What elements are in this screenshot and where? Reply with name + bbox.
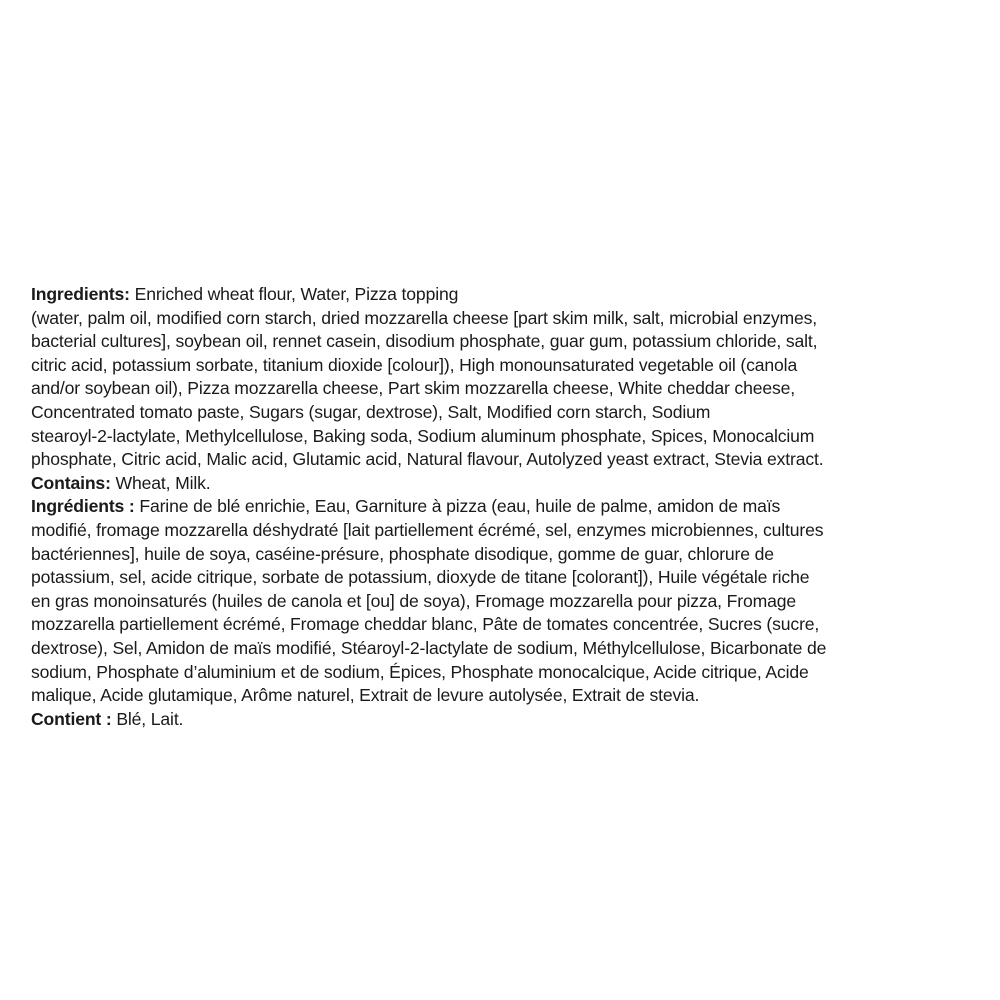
french-ingredients-line-6: mozzarella partiellement écrémé, Fromage cheddar blanc, Pâte de tomates concentrée, Sucres (sucre, [31, 614, 820, 635]
ingredient-label [31, 283, 976, 731]
french-contains-heading: Contient : [31, 708, 112, 729]
english-ingredients-line-5: and/or soybean oil), Pizza mozzarella cheese, Part skim mozzarella cheese, White cheddar cheese, [31, 378, 796, 399]
french-ingredients-line-9: malique, Acide glutamique, Arôme naturel, Extrait de levure autolysée, Extrait de stevia. [31, 685, 700, 706]
english-ingredients-heading: Ingredients: [31, 284, 130, 304]
english-ingredients-text: Enriched wheat flour, Water, Pizza topping [129, 284, 459, 304]
french-ingredients-line-7: dextrose), Sel, Amidon de maïs modifié, Stéaroyl-2-lactylate de sodium, Méthylcellulose, Bicarbonate de [31, 637, 827, 658]
english-contains-section [31, 472, 976, 496]
french-ingredients-section [31, 495, 976, 707]
french-ingredients-line-5: en gras monoinsaturés (huiles de canola et [ou] de soya), Fromage mozzarella pour pizza, Fromage [31, 590, 797, 611]
french-ingredients-line-1 [31, 495, 976, 519]
english-ingredients-section [31, 283, 976, 472]
french-ingredients-line-3: bactériennes], huile de soya, caséine-présure, phosphate disodique, gomme de guar, chlorure de [31, 543, 774, 564]
french-ingredients-line-4: potassium, sel, acide citrique, sorbate de potassium, dioxyde de titane [colorant]), Huile végétale riche [31, 567, 810, 588]
french-ingredients-line-8: sodium, Phosphate d’aluminium et de sodium, Épices, Phosphate monocalcique, Acide citrique, Acide [31, 661, 809, 682]
english-ingredients-line-2: (water, palm oil, modified corn starch, dried mozzarella cheese [part skim milk, salt, microbial enzymes, [31, 307, 818, 328]
english-ingredients-line-3: bacterial cultures], soybean oil, rennet casein, disodium phosphate, guar gum, potassium chloride, salt, [31, 331, 818, 352]
english-ingredients-line-7: stearoyl-2-lactylate, Methylcellulose, Baking soda, Sodium aluminum phosphate, Spices, Monocalcium [31, 425, 815, 446]
english-contains-heading: Contains: [31, 472, 111, 493]
english-ingredients-line-6: Concentrated tomato paste, Sugars (sugar, dextrose), Salt, Modified corn starch, Sodium [31, 401, 711, 422]
english-ingredients-line-1 [31, 283, 976, 307]
french-contains-text: Blé, Lait. [111, 708, 184, 729]
french-ingredients-text: Farine de blé enrichie, Eau, Garniture à pizza (eau, huile de palme, amidon de maïs [134, 496, 781, 517]
english-contains-text: Wheat, Milk. [110, 472, 211, 493]
french-ingredients-line-2: modifié, fromage mozzarella déshydraté [lait partiellement écrémé, sel, enzymes microbiennes, cultures [31, 519, 824, 540]
english-contains-line [31, 472, 976, 496]
english-ingredients-line-8: phosphate, Citric acid, Malic acid, Glutamic acid, Natural flavour, Autolyzed yeast extract, Stevia extract. [31, 449, 824, 470]
french-ingredients-heading: Ingrédients : [31, 496, 135, 517]
french-contains-line [31, 708, 976, 732]
english-ingredients-line-4: citric acid, potassium sorbate, titanium dioxide [colour]), High monounsaturated vegetable oil (canola [31, 354, 798, 375]
french-contains-section [31, 708, 976, 732]
